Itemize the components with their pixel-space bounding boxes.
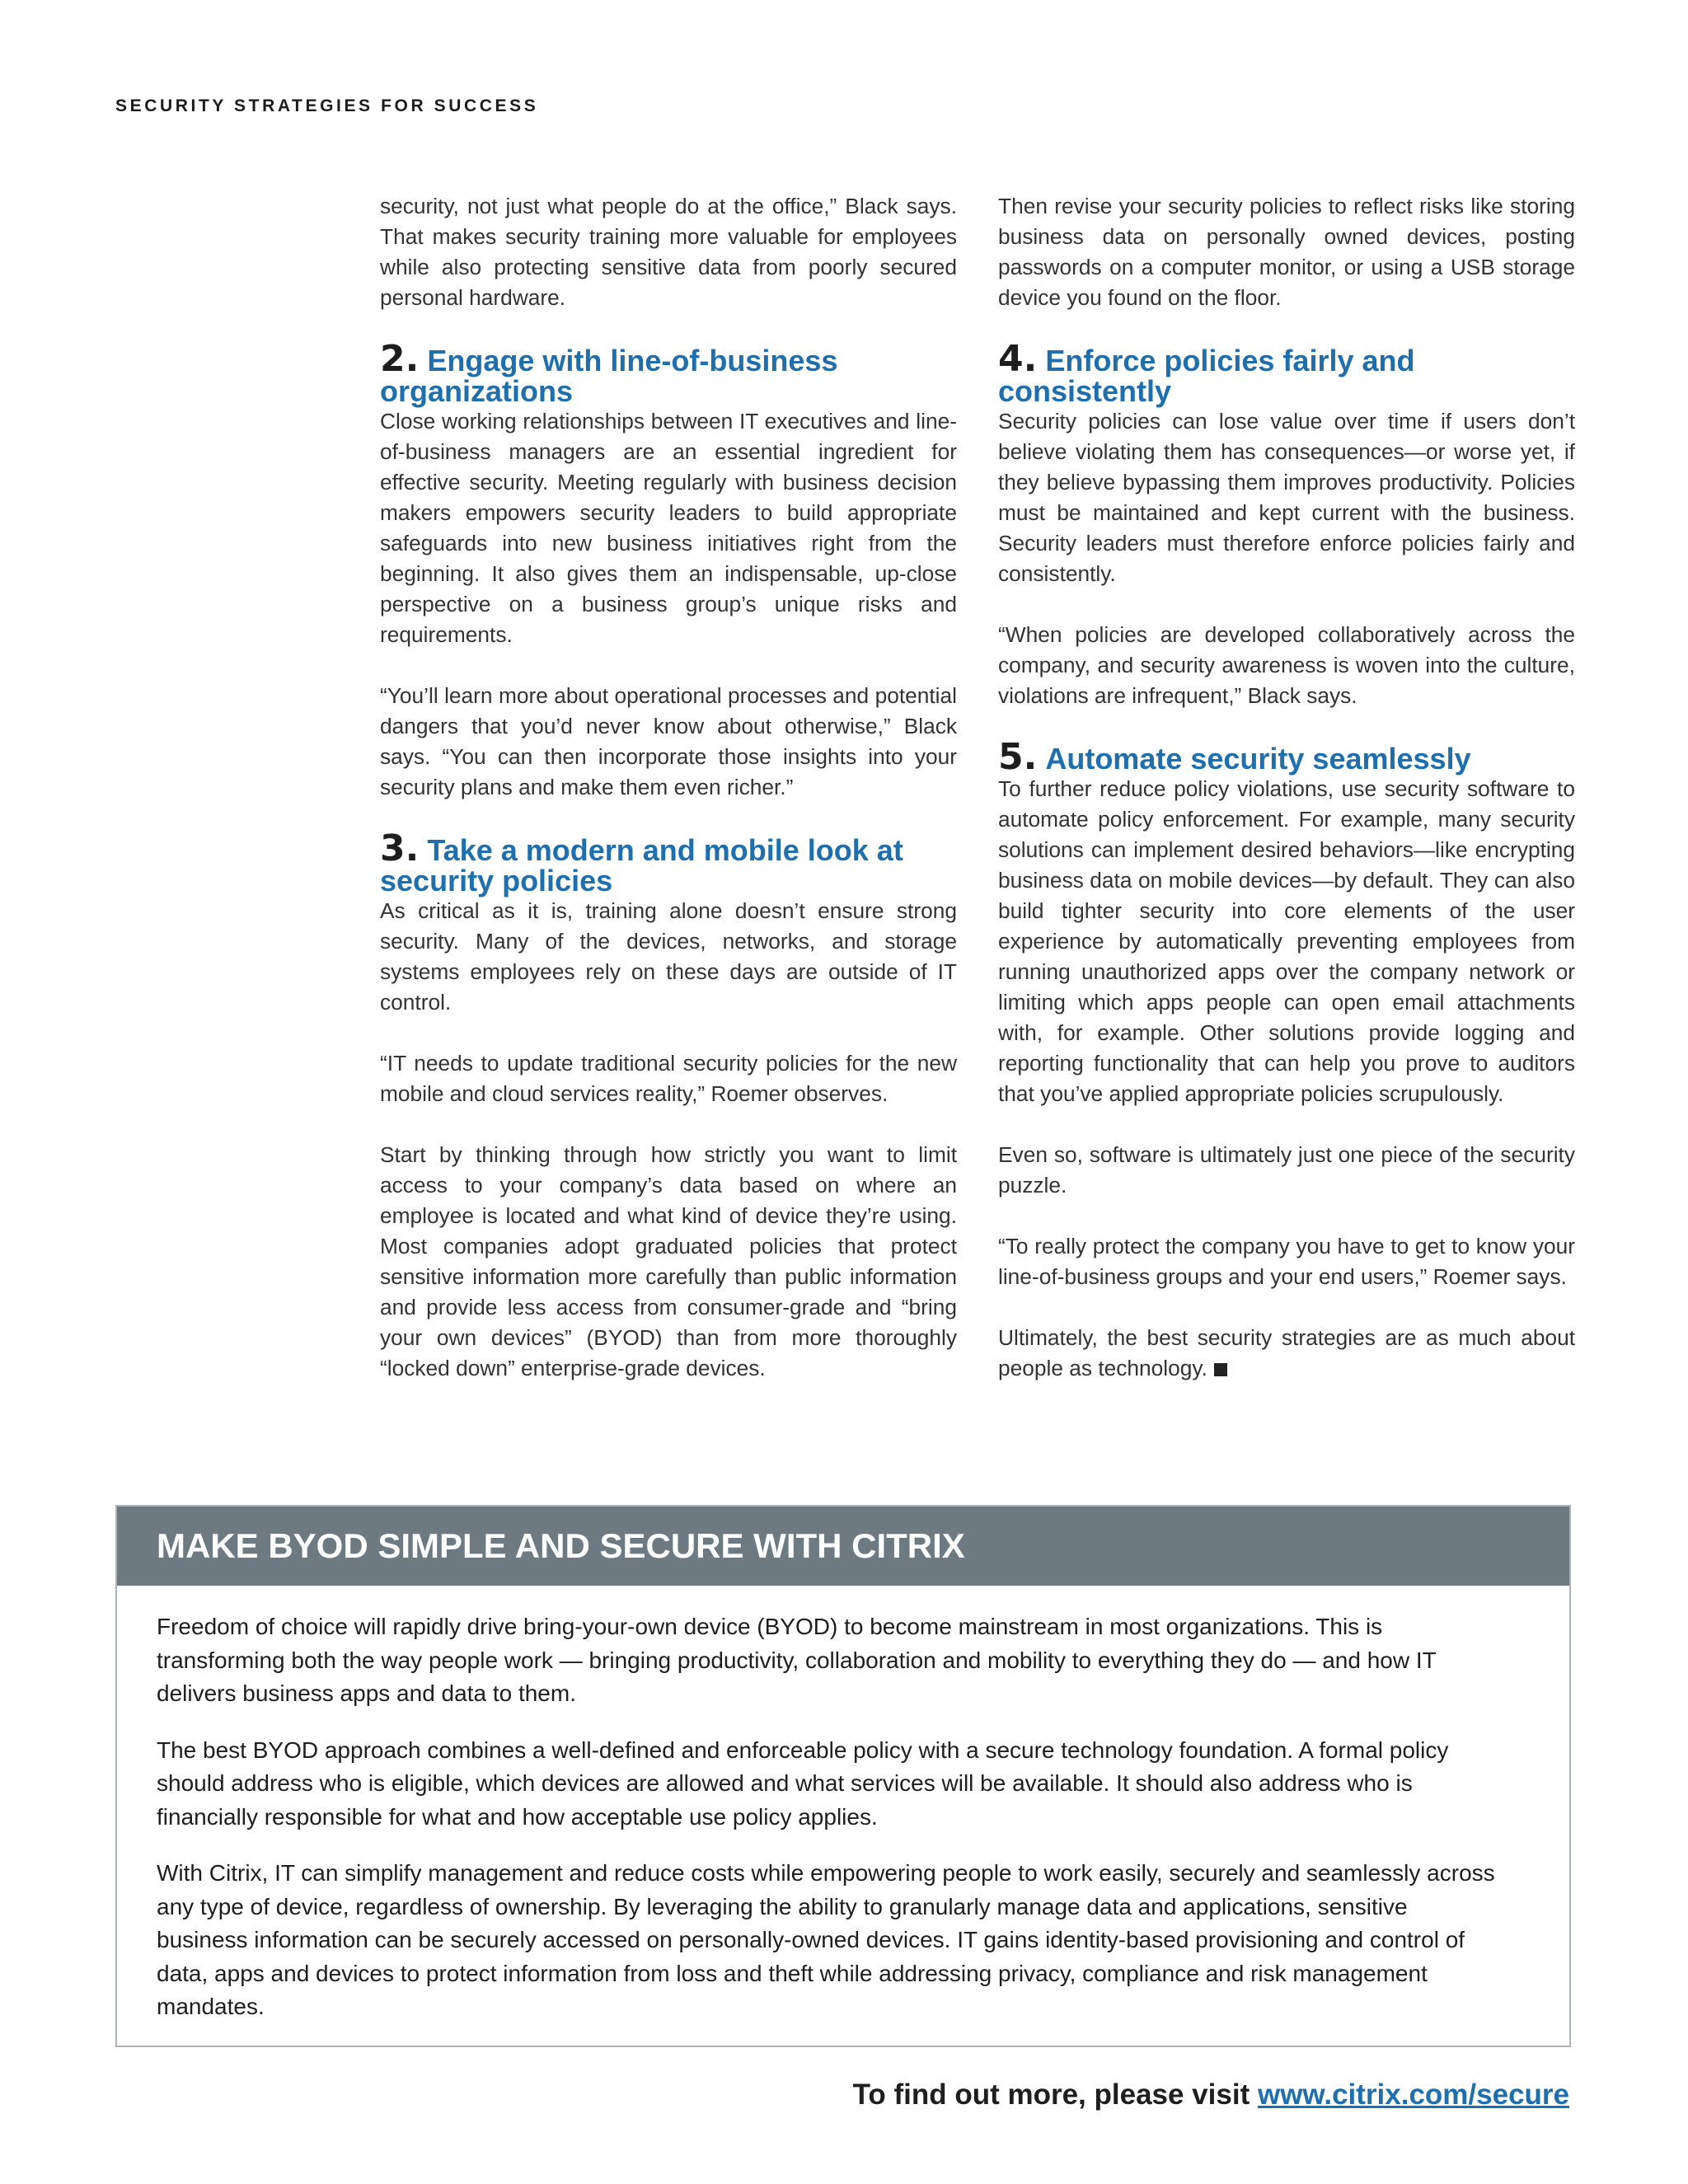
- section-3-title: Take a modern and mobile look at security policies: [380, 833, 903, 898]
- section-3-paragraph-3: Start by thinking through how strictly you want to limit access to your company’s data based on where an employee is located and what kind of device they’re using. Most companies adopt graduated policies that protect sensitive information more carefully than public information and provide less access from consumer-grade and “bring your own devices” (BYOD) than from more thoroughly “locked down” enterprise-grade devices.: [380, 1142, 957, 1380]
- right-intro-paragraph: Then revise your security policies to reflect risks like storing business data on personally owned devices, posting passwords on a computer monitor, or using a USB storage device you found on the floor.: [998, 194, 1575, 310]
- section-4-paragraph-1: Security policies can lose value over time if users don’t believe violating them has consequences—or worse yet, if they believe bypassing them improves productivity. Policies must be maintained and kept current with the business. Security leaders must therefore enforce policies fairly and consistently.: [998, 409, 1575, 586]
- section-2: [380, 338, 957, 803]
- sidebar-body: [117, 1586, 1569, 2024]
- right-column: [998, 191, 1575, 1414]
- closing-sentence: Ultimately, the best security strategies are as much about people as technology.: [998, 1325, 1575, 1380]
- left-intro-paragraph: security, not just what people do at the office,” Black says. That makes security training more valuable for employees while also protecting sensitive data from poorly secured personal hardware.: [380, 194, 957, 310]
- section-2-number: 2.: [380, 338, 420, 380]
- section-2-paragraph-1: Close working relationships between IT executives and line-of-business managers are an essential ingredient for effective security. Meeting regularly with business decision makers empowers security leaders to build appropriate safeguards into new business initiatives right from the beginning. It also gives them an indispensable, up-close perspective on a business group’s unique risks and requirements.: [380, 409, 957, 647]
- end-mark-icon: [1214, 1363, 1227, 1376]
- citrix-secure-link[interactable]: www.citrix.com/secure: [1257, 2079, 1569, 2111]
- section-5-paragraph-4: [998, 1323, 1575, 1384]
- section-3-number: 3.: [380, 827, 420, 869]
- sidebar-paragraph-1: Freedom of choice will rapidly drive bring-your-own device (BYOD) to become mainstream in most organizations. This is transforming both the way people work — bringing productivity, collaboration and mobility to everything they do — and how IT delivers business apps and data to them.: [157, 1614, 1437, 1706]
- citrix-byod-sidebar: [115, 1505, 1571, 2047]
- footer-call-to-action: [853, 2079, 1569, 2111]
- section-5-heading: [998, 736, 1575, 778]
- sidebar-paragraph-2: The best BYOD approach combines a well-defined and enforceable policy with a secure technology foundation. A formal policy should address who is eligible, which devices are allowed and what services will be available. It should also address who is financially responsible for what and how acceptable use policy applies.: [157, 1736, 1449, 1830]
- section-5-title: Automate security seamlessly: [1045, 742, 1471, 776]
- section-4-heading: [998, 338, 1575, 408]
- sidebar-title: MAKE BYOD SIMPLE AND SECURE WITH CITRIX: [117, 1507, 1569, 1586]
- section-5-paragraph-3: “To really protect the company you have to get to know your line-of-business groups and your end users,” Roemer says.: [998, 1234, 1575, 1289]
- section-4: [998, 338, 1575, 711]
- section-3-heading: [380, 827, 957, 898]
- section-5: [998, 736, 1575, 1384]
- sidebar-paragraph-3: With Citrix, IT can simplify management and reduce costs while empowering people to work easily, securely and seamlessly across any type of device, regardless of ownership. By leveraging the ability to granularly manage data and applications, sensitive business information can be securely accessed on personally-owned devices. IT gains identity-based provisioning and control of data, apps and devices to protect information from loss and theft while addressing privacy, compliance and risk management mandates.: [157, 1860, 1495, 2019]
- section-2-paragraph-2: “You’ll learn more about operational processes and potential dangers that you’d never know about otherwise,” Black says. “You can then incorporate those insights into your security plans and make them even richer.”: [380, 683, 957, 799]
- section-5-number: 5.: [998, 736, 1038, 778]
- section-2-title: Engage with line-of-business organizations: [380, 344, 838, 408]
- section-4-paragraph-2: “When policies are developed collaboratively across the company, and security awareness is woven into the culture, violations are infrequent,” Black says.: [998, 622, 1575, 708]
- left-column: [380, 191, 957, 1414]
- footer-cta-text: To find out more, please visit: [852, 2079, 1250, 2111]
- section-3: [380, 827, 957, 1384]
- section-3-paragraph-1: As critical as it is, training alone doesn’t ensure strong security. Many of the devices, networks, and storage systems employees rely on these days are outside of IT control.: [380, 898, 957, 1015]
- section-4-number: 4.: [998, 338, 1038, 380]
- section-2-heading: [380, 338, 957, 408]
- section-3-paragraph-2: “IT needs to update traditional security policies for the new mobile and cloud services reality,” Roemer observes.: [380, 1051, 957, 1106]
- section-5-paragraph-1: To further reduce policy violations, use security software to automate policy enforcement. For example, many security solutions can implement desired behaviors—like encrypting business data on mobile devices—by default. They can also build tighter security into core elements of the user experience by automatically preventing employees from running unauthorized apps over the company network or limiting which apps people can open email attachments with, for example. Other solutions provide logging and reporting functionality that can help you prove to auditors that you’ve applied appropriate policies scrupulously.: [998, 776, 1575, 1106]
- section-4-title: Enforce policies fairly and consistently: [998, 344, 1415, 408]
- section-5-paragraph-2: Even so, software is ultimately just one piece of the security puzzle.: [998, 1142, 1575, 1197]
- running-head: SECURITY STRATEGIES FOR SUCCESS: [115, 96, 539, 115]
